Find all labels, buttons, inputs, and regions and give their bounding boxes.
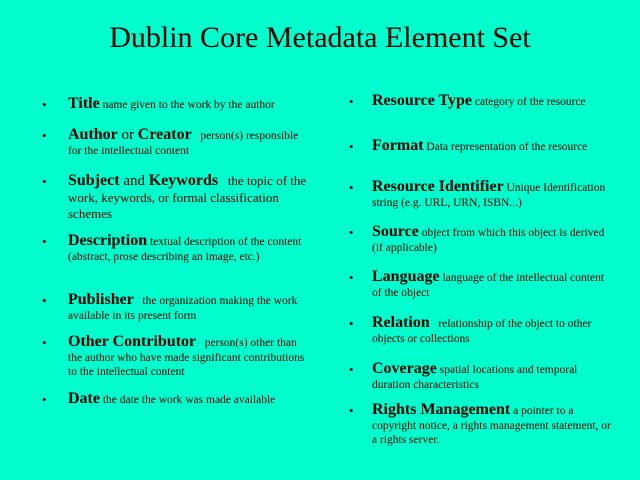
desc-description: textual description of the content (abstract, prose describing an image, etc.): [68, 236, 302, 263]
desc-resource-identifier: Unique Identification string (e.g. URL, URN, ISBN...): [372, 182, 606, 209]
term-source: Source: [372, 223, 419, 240]
word-or: or: [117, 127, 138, 143]
desc-coverage: spatial locations and temporal duration characteristics: [372, 364, 578, 391]
term-resource-type: Resource Type: [372, 92, 472, 109]
word-and: and: [119, 173, 149, 189]
bullet: •: [42, 97, 47, 112]
bullet: •: [349, 270, 354, 285]
bullet: •: [349, 180, 354, 195]
bullet: •: [42, 392, 47, 407]
desc-date: the date the work was made available: [102, 394, 276, 406]
bullet: •: [42, 335, 47, 350]
term-rights-management: Rights Management: [372, 401, 511, 418]
desc-subject: the topic of the work, keywords, or formal classification schemes: [68, 173, 307, 221]
desc-author: person(s) responsible for the intellectual content: [68, 130, 299, 157]
desc-publisher: the organization making the work available in its present form: [68, 295, 298, 322]
term-subject: Subject: [68, 172, 120, 189]
term-description: Description: [68, 232, 148, 249]
term-language: Language: [372, 268, 440, 285]
desc-title: name given to the work by the author: [102, 99, 275, 111]
bullet: •: [42, 128, 47, 143]
term-format: Format: [372, 137, 424, 154]
term-coverage: Coverage: [372, 360, 437, 377]
term-resource-identifier: Resource Identifier: [372, 178, 504, 195]
slide-title: Dublin Core Metadata Element Set: [109, 21, 531, 54]
bullet: •: [349, 225, 354, 240]
desc-contributor: person(s) other than the author who have made significant contributions to the intellectual content: [68, 337, 305, 378]
term-date: Date: [68, 390, 100, 407]
bullet: •: [42, 234, 47, 249]
bullet: •: [349, 362, 354, 377]
term-relation: Relation: [372, 314, 430, 331]
desc-language: language of the intellectual content of the object: [372, 272, 605, 299]
term-publisher: Publisher: [68, 291, 134, 308]
bullet: •: [349, 403, 354, 418]
term-creator: Creator: [137, 126, 192, 143]
desc-source: object from which this object is derived (if applicable): [372, 227, 605, 254]
bullet: •: [42, 293, 47, 308]
desc-resource-type: category of the resource: [474, 96, 586, 108]
desc-format: Data representation of the resource: [426, 141, 588, 153]
term-contributor: Other Contributor: [68, 333, 197, 350]
desc-relation: relationship of the object to other objects or collections: [372, 318, 592, 345]
bullet: •: [349, 94, 354, 109]
bullet: •: [349, 139, 354, 154]
desc-rights-management: a pointer to a copyright notice, a rights management statement, or a rights server.: [372, 405, 611, 446]
bullet: •: [349, 316, 354, 331]
term-title: Title: [68, 95, 100, 112]
bullet: •: [42, 174, 47, 189]
term-author: Author: [68, 126, 118, 143]
term-keywords: Keywords: [148, 172, 219, 189]
